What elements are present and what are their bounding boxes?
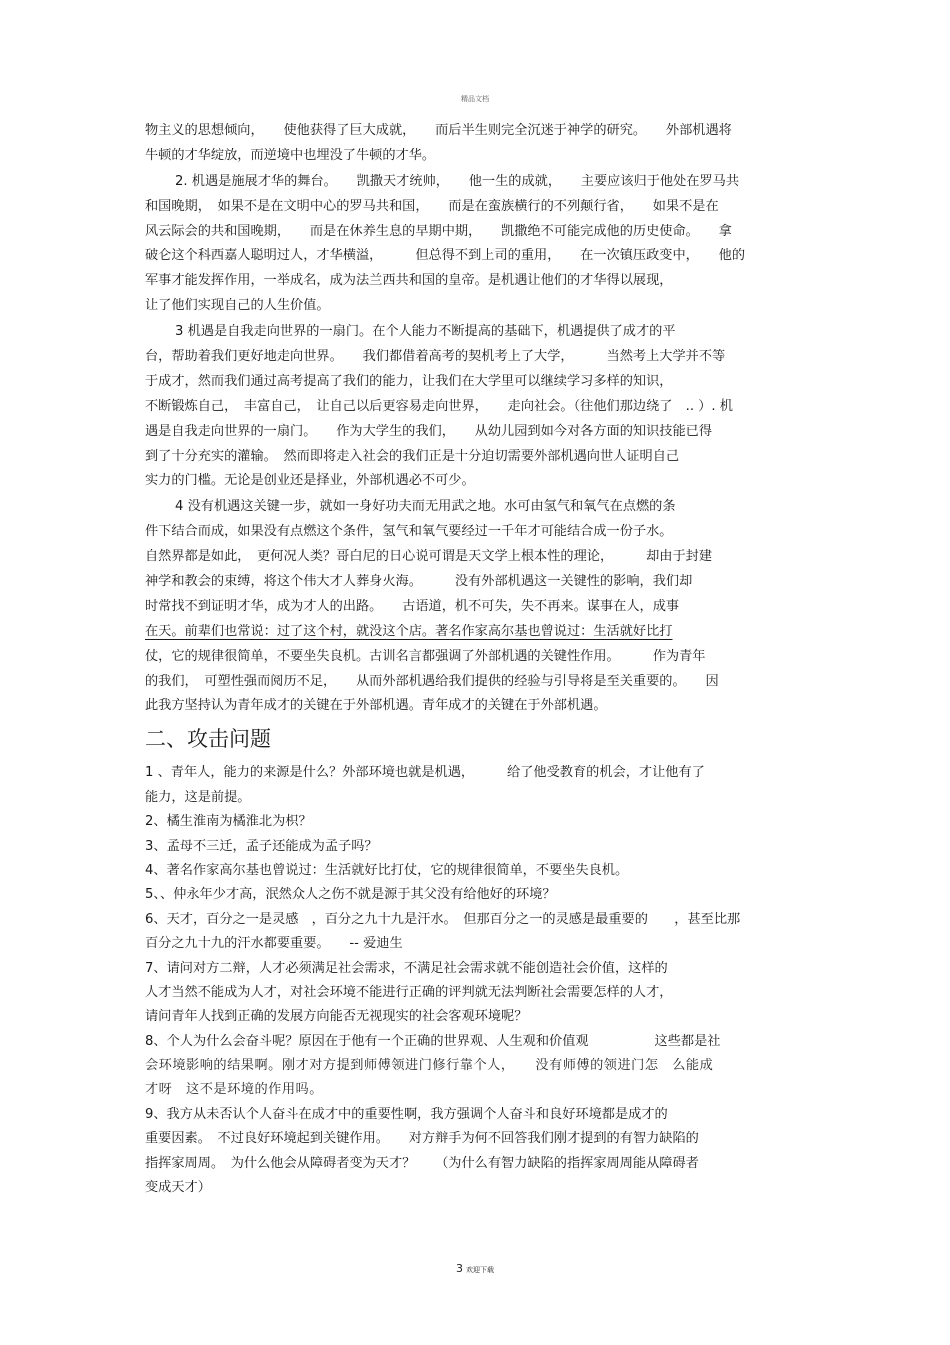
text-line: 3 机遇是自我走向世界的一扇门。在个人能力不断提高的基础下，机遇提供了成才的平: [175, 324, 676, 340]
question-item: 1 、青年人，能力的来源是什么？外部环境也就是机遇， 给了他受教育的机会，才让他有了: [145, 765, 705, 781]
text-line: 和国晚期， 如果不是在文明中心的罗马共和国， 而是在蛮族横行的不列颠行省， 如果不是在: [145, 198, 719, 214]
text-line: 神学和教会的束缚，将这个伟大才人葬身火海。 没有外部机遇这一关键性的影响，我们却: [145, 574, 693, 590]
question-item: 人才当然不能成为人才，对社会环境不能进行正确的评判就无法判断社会需要怎样的人才，: [145, 984, 673, 1000]
text-line: 台，帮助着我们更好地走向世界。 我们都借着高考的契机考上了大学， 当然考上大学并不等: [145, 349, 726, 365]
question-item: 重要因素。 不过良好环境起到关键作用。 对方辩手为何不回答我们刚才提到的有智力缺陷的: [145, 1131, 699, 1147]
text-line: 实力的门槛。无论是创业还是择业，外部机遇必不可少。: [145, 473, 475, 489]
text-line: 时常找不到证明才华，成为才人的出路。 古语道，机不可失，失不再来。谋事在人，成事: [145, 598, 680, 614]
question-item: 3、孟母不三迁，孟子还能成为孟子吗？: [145, 838, 378, 854]
question-item: 百分之九十九的汗水都要重要。 -- 爱迪生: [145, 936, 403, 952]
paragraph-opportunity-stage: [145, 170, 807, 319]
paragraph-opportunity-door: [145, 320, 807, 494]
paragraph-key-step: [145, 495, 807, 719]
text-line: 于成才，然而我们通过高考提高了我们的能力，让我们在大学里可以继续学习多样的知识，: [145, 373, 673, 389]
paragraph-newton: [145, 119, 807, 169]
text-line: 此我方坚持认为青年成才的关键在于外部机遇。青年成才的关键在于外部机遇。: [145, 698, 607, 714]
question-item: 7、请问对方二辩，人才必须满足社会需求，不满足社会需求就不能创造社会价值，这样的: [145, 960, 668, 976]
text-line: 军事才能发挥作用，一举成名，成为法兰西共和国的皇帝。是机遇让他们的才华得以展现，: [145, 273, 673, 289]
question-item: 4、著名作家高尔基也曾说过：生活就好比打仗，它的规律很简单，不要坐失良机。: [145, 862, 629, 878]
question-list: [145, 761, 807, 1200]
text-line: 件下结合而成，如果没有点燃这个条件，氢气和氧气要经过一千年才可能结合成一份子水。: [145, 524, 673, 540]
question-item: 会环境影响的结果啊。刚才对方提到师傅领进门修行靠个人， 没有师傅的领进门怎 么能成: [145, 1058, 714, 1074]
text-line: 遇是自我走向世界的一扇门。 作为大学生的我们， 从幼儿园到如今对各方面的知识技能已得: [145, 423, 713, 439]
question-item: 6、天才，百分之一是灵感 ，百分之九十九是汗水。 但那百分之一的灵感是最重要的 ，甚至比那: [145, 911, 741, 927]
page-number: 3: [456, 1262, 463, 1275]
document-body: [145, 119, 807, 1200]
question-item: 请问青年人找到正确的发展方向能否无视现实的社会客观环境呢？: [145, 1009, 528, 1025]
text-line: 不断锻炼自己， 丰富自己， 让自己以后更容易走向世界， 走向社会。（往他们那边绕了 .. ）. 机: [145, 398, 733, 414]
text-line: 的我们， 可塑性强而阅历不足， 从而外部机遇给我们提供的经验与引导将是至关重要的。 因: [145, 673, 719, 689]
question-8: [145, 1030, 807, 1103]
text-line: 牛顿的才华绽放，而逆境中也埋没了牛顿的才华。: [145, 147, 436, 163]
text-line: 让了他们实现自己的人生价值。: [145, 298, 330, 314]
text-line: 物主义的思想倾向， 使他获得了巨大成就， 而后半生则完全沉迷于神学的研究。 外部机遇将: [145, 123, 732, 138]
question-item: 2、橘生淮南为橘淮北为枳？: [145, 814, 312, 830]
question-item: 指挥家周周。 为什么他会从障碍者变为天才？ （为什么有智力缺陷的指挥家周周能从障碍者: [145, 1155, 699, 1171]
text-line: 自然界都是如此， 更何况人类？哥白尼的日心说可谓是天文学上根本性的理论， 却由于封建: [145, 549, 713, 565]
footer-text: 欢迎下载: [466, 1266, 494, 1274]
text-line: 风云际会的共和国晚期， 而是在休养生息的早期中期， 凯撒绝不可能完成他的历史使命。 拿: [145, 223, 732, 239]
text-line-underlined: 在天。前辈们也常说：过了这个村，就没这个店。著名作家高尔基也曾说过：生活就好比打: [145, 623, 673, 639]
text-line: 到了十分充实的灌输。 然而即将走入社会的我们正是十分迫切需要外部机遇向世人证明自己: [145, 448, 680, 464]
question-item: 8、个人为什么会奋斗呢？原因在于他有一个正确的世界观、人生观和价值观 这些都是社: [145, 1033, 721, 1049]
question-item: 才呀 这不是环境的作用吗。: [145, 1082, 323, 1098]
section-title-attack-questions: 二、攻击问题: [145, 727, 271, 752]
text-line: 2. 机遇是施展才华的舞台。 凯撒天才统帅， 他一生的成就， 主要应该归于他处在罗马共: [175, 173, 740, 189]
text-line: 仗，它的规律很简单，不要坐失良机。古训名言都强调了外部机遇的关键性作用。 作为青年: [145, 648, 706, 664]
text-line: 4 没有机遇这关键一步，就如一身好功夫而无用武之地。水可由氢气和氧气在点燃的条: [175, 499, 676, 515]
page-header: 精品文档: [461, 95, 489, 103]
question-item: 能力，这是前提。: [145, 789, 251, 805]
question-item: 9、我方从未否认个人奋斗在成才中的重要性啊，我方强调个人奋斗和良好环境都是成才的: [145, 1106, 668, 1122]
text-line: 破仑这个科西嘉人聪明过人，才华横溢， 但总得不到上司的重用， 在一次镇压政变中， 他的: [145, 248, 746, 264]
page-footer: [0, 1262, 950, 1275]
question-item: 5、、仲永年少才高，泯然众人之伤不就是源于其父没有给他好的环境？: [145, 887, 556, 903]
question-item: 变成天才）: [145, 1180, 211, 1196]
